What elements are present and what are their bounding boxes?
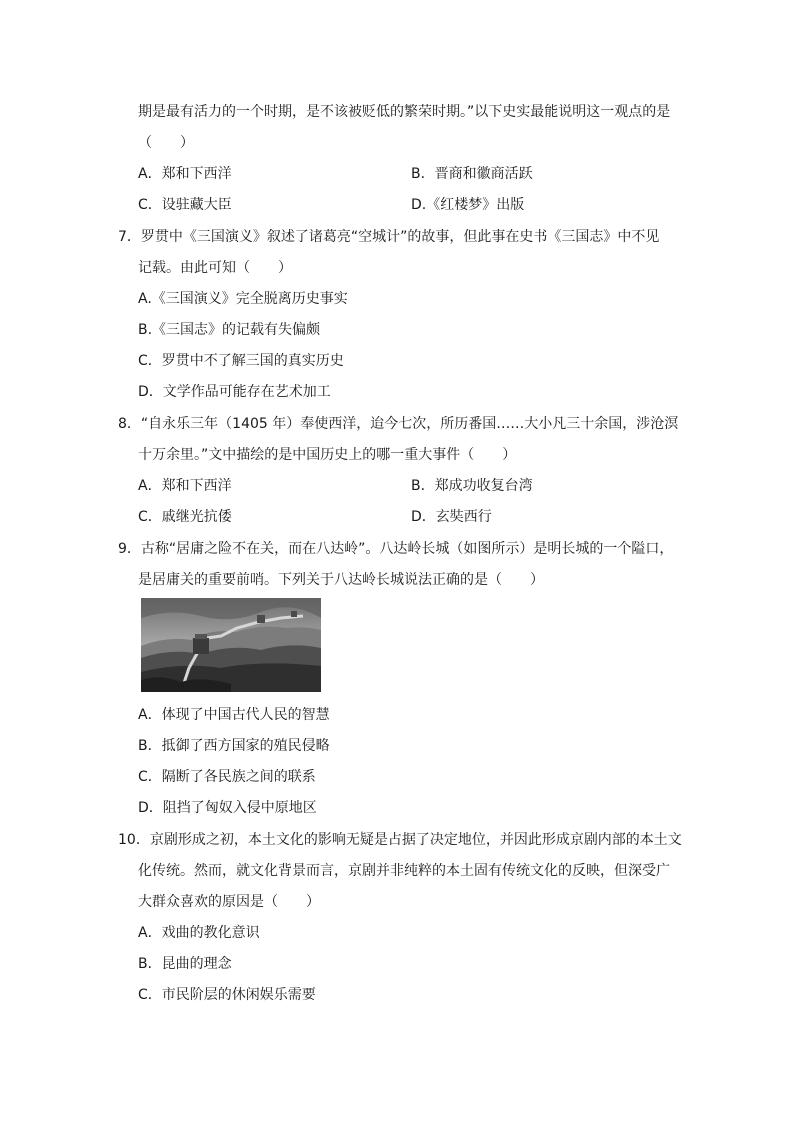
q7-option-b[interactable]: B.《三国志》的记载有失偏颇	[138, 322, 321, 338]
q10-stem-line1: 10．京剧形成之初，本土文化的影响无疑是占据了决定地位，并因此形成京剧内部的本土文	[118, 832, 682, 848]
q7-stem-line2: 记载。由此可知（ ）	[138, 260, 292, 276]
q9-option-d[interactable]: D．阻挡了匈奴入侵中原地区	[138, 800, 317, 816]
q8-option-d[interactable]: D．玄奘西行	[411, 509, 492, 525]
q10-option-c[interactable]: C．市民阶层的休闲娱乐需要	[138, 987, 316, 1003]
q9-option-c[interactable]: C．隔断了各民族之间的联系	[138, 769, 316, 785]
q7-option-c[interactable]: C．罗贯中不了解三国的真实历史	[138, 353, 344, 369]
q9-stem-line2: 是居庸关的重要前哨。下列关于八达岭长城说法正确的是（ ）	[138, 572, 544, 588]
q9-option-a[interactable]: A．体现了中国古代人民的智慧	[138, 707, 330, 723]
q6-option-c[interactable]: C．设驻藏大臣	[138, 197, 232, 213]
q7-stem-line1: 7．罗贯中《三国演义》叙述了诸葛亮“空城计”的故事，但此事在史书《三国志》中不见	[118, 229, 660, 245]
q6-stem-line2: （ ）	[138, 135, 194, 151]
q6-stem-line1: 期是最有活力的一个时期，是不该被贬低的繁荣时期。”以下史实最能说明这一观点的是	[138, 104, 671, 120]
q6-option-d[interactable]: D.《红楼梦》出版	[411, 197, 525, 213]
q6-option-b[interactable]: B．晋商和徽商活跃	[411, 166, 533, 182]
q8-option-b[interactable]: B．郑成功收复台湾	[411, 478, 533, 494]
q6-option-a[interactable]: A．郑和下西洋	[138, 166, 232, 182]
q8-stem-line2: 十万余里。”文中描绘的是中国历史上的哪一重大事件（ ）	[138, 447, 517, 463]
q10-stem-line2: 化传统。然而，就文化背景而言，京剧并非纯粹的本土固有传统文化的反映，但深受广	[138, 863, 670, 879]
q9-stem-line1: 9．古称“居庸之险不在关，而在八达岭”。八达岭长城（如图所示）是明长城的一个隘口，	[118, 541, 674, 557]
q10-stem-line3: 大群众喜欢的原因是（ ）	[138, 894, 320, 910]
q7-option-d[interactable]: D．文学作品可能存在艺术加工	[138, 384, 331, 400]
q8-option-c[interactable]: C．戚继光抗倭	[138, 509, 232, 525]
q8-option-a[interactable]: A．郑和下西洋	[138, 478, 232, 494]
q7-option-a[interactable]: A.《三国演义》完全脱离历史事实	[138, 291, 348, 307]
great-wall-image	[141, 598, 321, 692]
q10-option-b[interactable]: B．昆曲的理念	[138, 956, 232, 972]
q8-stem-line1: 8．“自永乐三年（1405 年）奉使西洋，迨今七次，所历番国……大小凡三十余国，涉沧溟	[118, 416, 679, 432]
q9-option-b[interactable]: B．抵御了西方国家的殖民侵略	[138, 738, 330, 754]
great-wall-photo	[141, 598, 321, 692]
q10-option-a[interactable]: A．戏曲的教化意识	[138, 925, 260, 941]
